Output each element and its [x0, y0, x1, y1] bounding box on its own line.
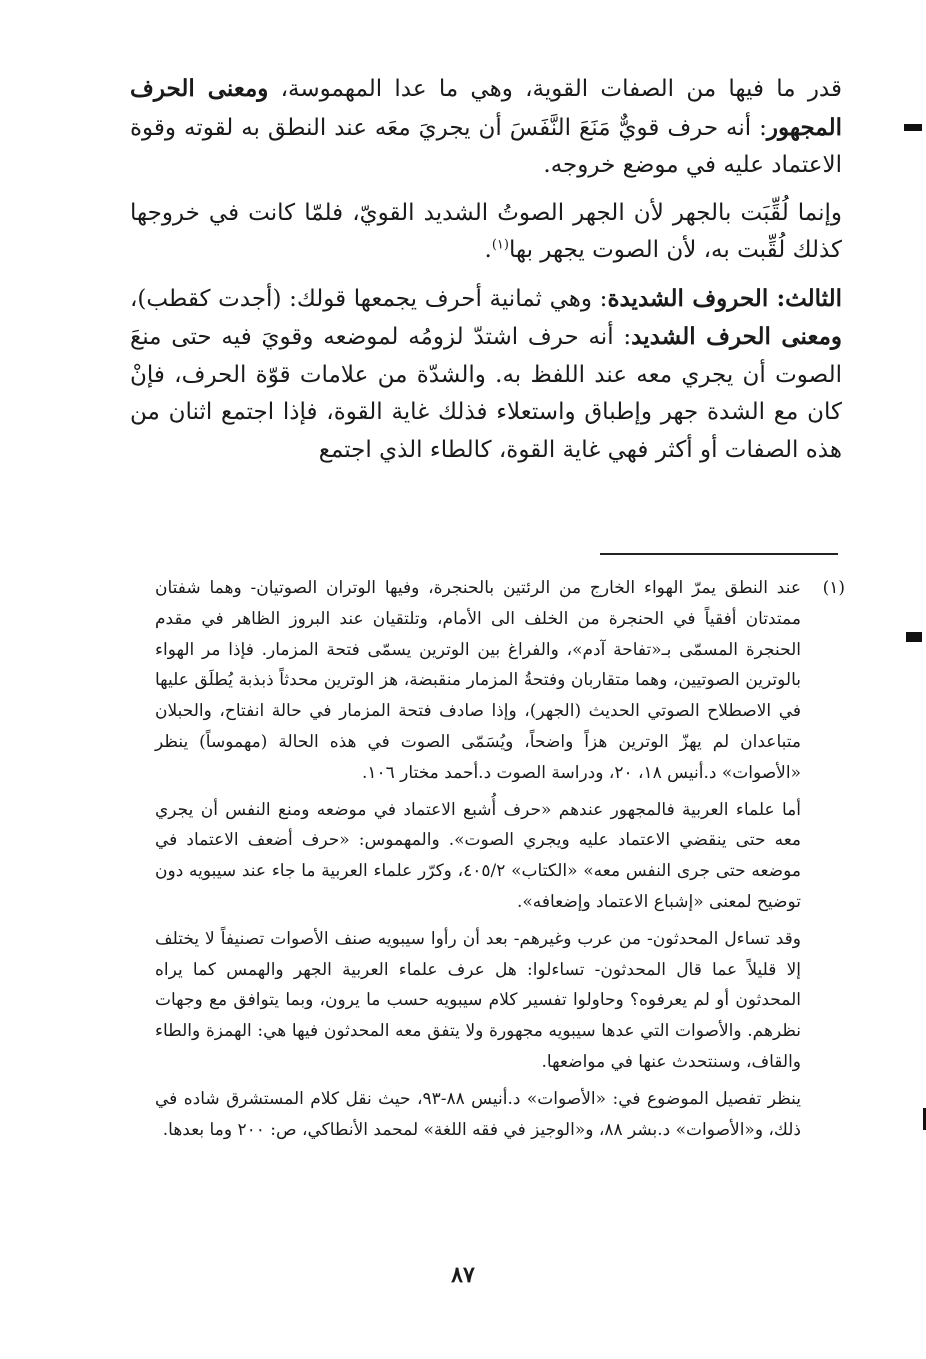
text-run: . [484, 237, 492, 263]
text-run: قدر ما فيها من الصفات القوية، وهي ما عدا المهموسة، [268, 76, 842, 102]
footnote-number: (١) [822, 578, 845, 598]
bold-term: ومعنى الحرف الشديد [631, 323, 842, 350]
text-run: وإنما لُقِّبَت بالجهر لأن الجهر الصوتُ الشديد القويّ، فلمّا كانت في خروجها كذلك لُقِّبت به، لأن الصوت يجهر بها [130, 199, 842, 263]
footnote-separator [600, 553, 838, 555]
footnote-ref[interactable]: (١) [491, 237, 509, 253]
text-run: : أنه حرف اشتدّ لزومُه لموضعه وقويَ فيه حتى منعَ الصوت أن يجري معه عند اللفظ به. والشدّة من علامات قوّة الحرف، فإنْ كان مع الشدة جهر وإطباق واستعلاء فذلك غاية القوة، فإذا اجتمع اثنان من هذه الصفات أو أكثر فهي غاية القوة، كالطاء الذي اجتمع [130, 324, 842, 463]
bold-heading: الثالث: الحروف الشديدة [607, 284, 843, 312]
text-run: : أنه حرف قويٌّ مَنَعَ النَّفَسَ أن يجريَ معَه عند النطق به لقوته وقوة الاعتماد عليه في موضع خروجه. [130, 114, 842, 178]
footnotes [155, 573, 845, 1145]
page-number: ٨٧ [451, 1262, 475, 1288]
footnote-paragraph: أما علماء العربية فالمجهور عندهم «حرف أُشبع الاعتماد في موضعه ومنع النفس أن يجري معه حتى ينقضي الاعتماد عليه ويجري الصوت». والمهموس: «حرف أضعف الاعتماد في موضعه حتى جرى النفس معه» «الكتاب» ٤٠٥/٢، وكرّر علماء العربية ما جاء عند سيبويه دون توضيح لمعنى «إشباع الاعتماد وإضعافه». [155, 799, 801, 912]
paragraph [130, 280, 842, 470]
footnote-paragraph: وقد تساءل المحدثون- من عرب وغيرهم- بعد أن رأوا سيبويه صنف الأصوات تصنيفاً لا يختلف إلا قليلاً عما قال المحدثون- تساءلوا: هل عرف علماء العربية الجهر والهمس كما يراه المحدثون أو لم يعرفوه؟ وحاولوا تفسير كلام سيبويه حسب ما يرون، وبما يتوافق مع وجهات نظرهم. والأصوات التي عدها سيبويه مجهورة ولا يتفق معه المحدثون فيها هي: الهمزة والطاء والقاف، وسنتحدث عنها في مواضعها. [155, 928, 801, 1072]
paragraph [130, 195, 842, 270]
main-text [130, 70, 842, 469]
bold-term: ومعنى الحرف المجهور [130, 75, 842, 141]
margin-mark [904, 124, 922, 131]
footnote-paragraph: عند النطق يمرّ الهواء الخارج من الرئتين بالحنجرة، وفيها الوتران الصوتيان- وهما شفتان ممتدتان أفقياً في الحنجرة من الخلف الى الأمام، وتلتقيان عند البروز الظاهر في مقدم الحنجرة المسمّى بـ«تفاحة آدم»، والفراغ بين الوترين يسمّى فتحة المزمار. فإذا مر الهواء بالوترين الصوتيين، وهما متقاربان وفتحةُ المزمار منقبضة، هز الوترين محدثاً ذبذبة يُطلَق عليها في الاصطلاح الصوتي الحديث (الجهر)، وإذا صادف فتحة المزمار في حالة انفتاح، والحبلان متباعدان لم يهزّ الوترين هزاً واضحاً، ويُسَمّى الصوت في هذه الحالة (مهموساً) ينظر «الأصوات» د.أنيس ١٨، ٢٠، ودراسة الصوت د.أحمد مختار ١٠٦. [155, 578, 801, 783]
footnote-paragraph: ينظر تفصيل الموضوع في: «الأصوات» د.أنيس ٨٨-٩٣، حيث نقل كلام المستشرق شاده في ذلك، و«الأصوات» د.بشر ٨٨، و«الوجيز في فقه اللغة» لمحمد الأنطاكي، ص: ٢٠٠ وما بعدها. [155, 1088, 801, 1140]
margin-mark [906, 632, 922, 642]
paragraph [130, 70, 842, 185]
text-run: : وهي ثمانية أحرف يجمعها قولك: (أجدت كقطب)، [130, 285, 608, 312]
